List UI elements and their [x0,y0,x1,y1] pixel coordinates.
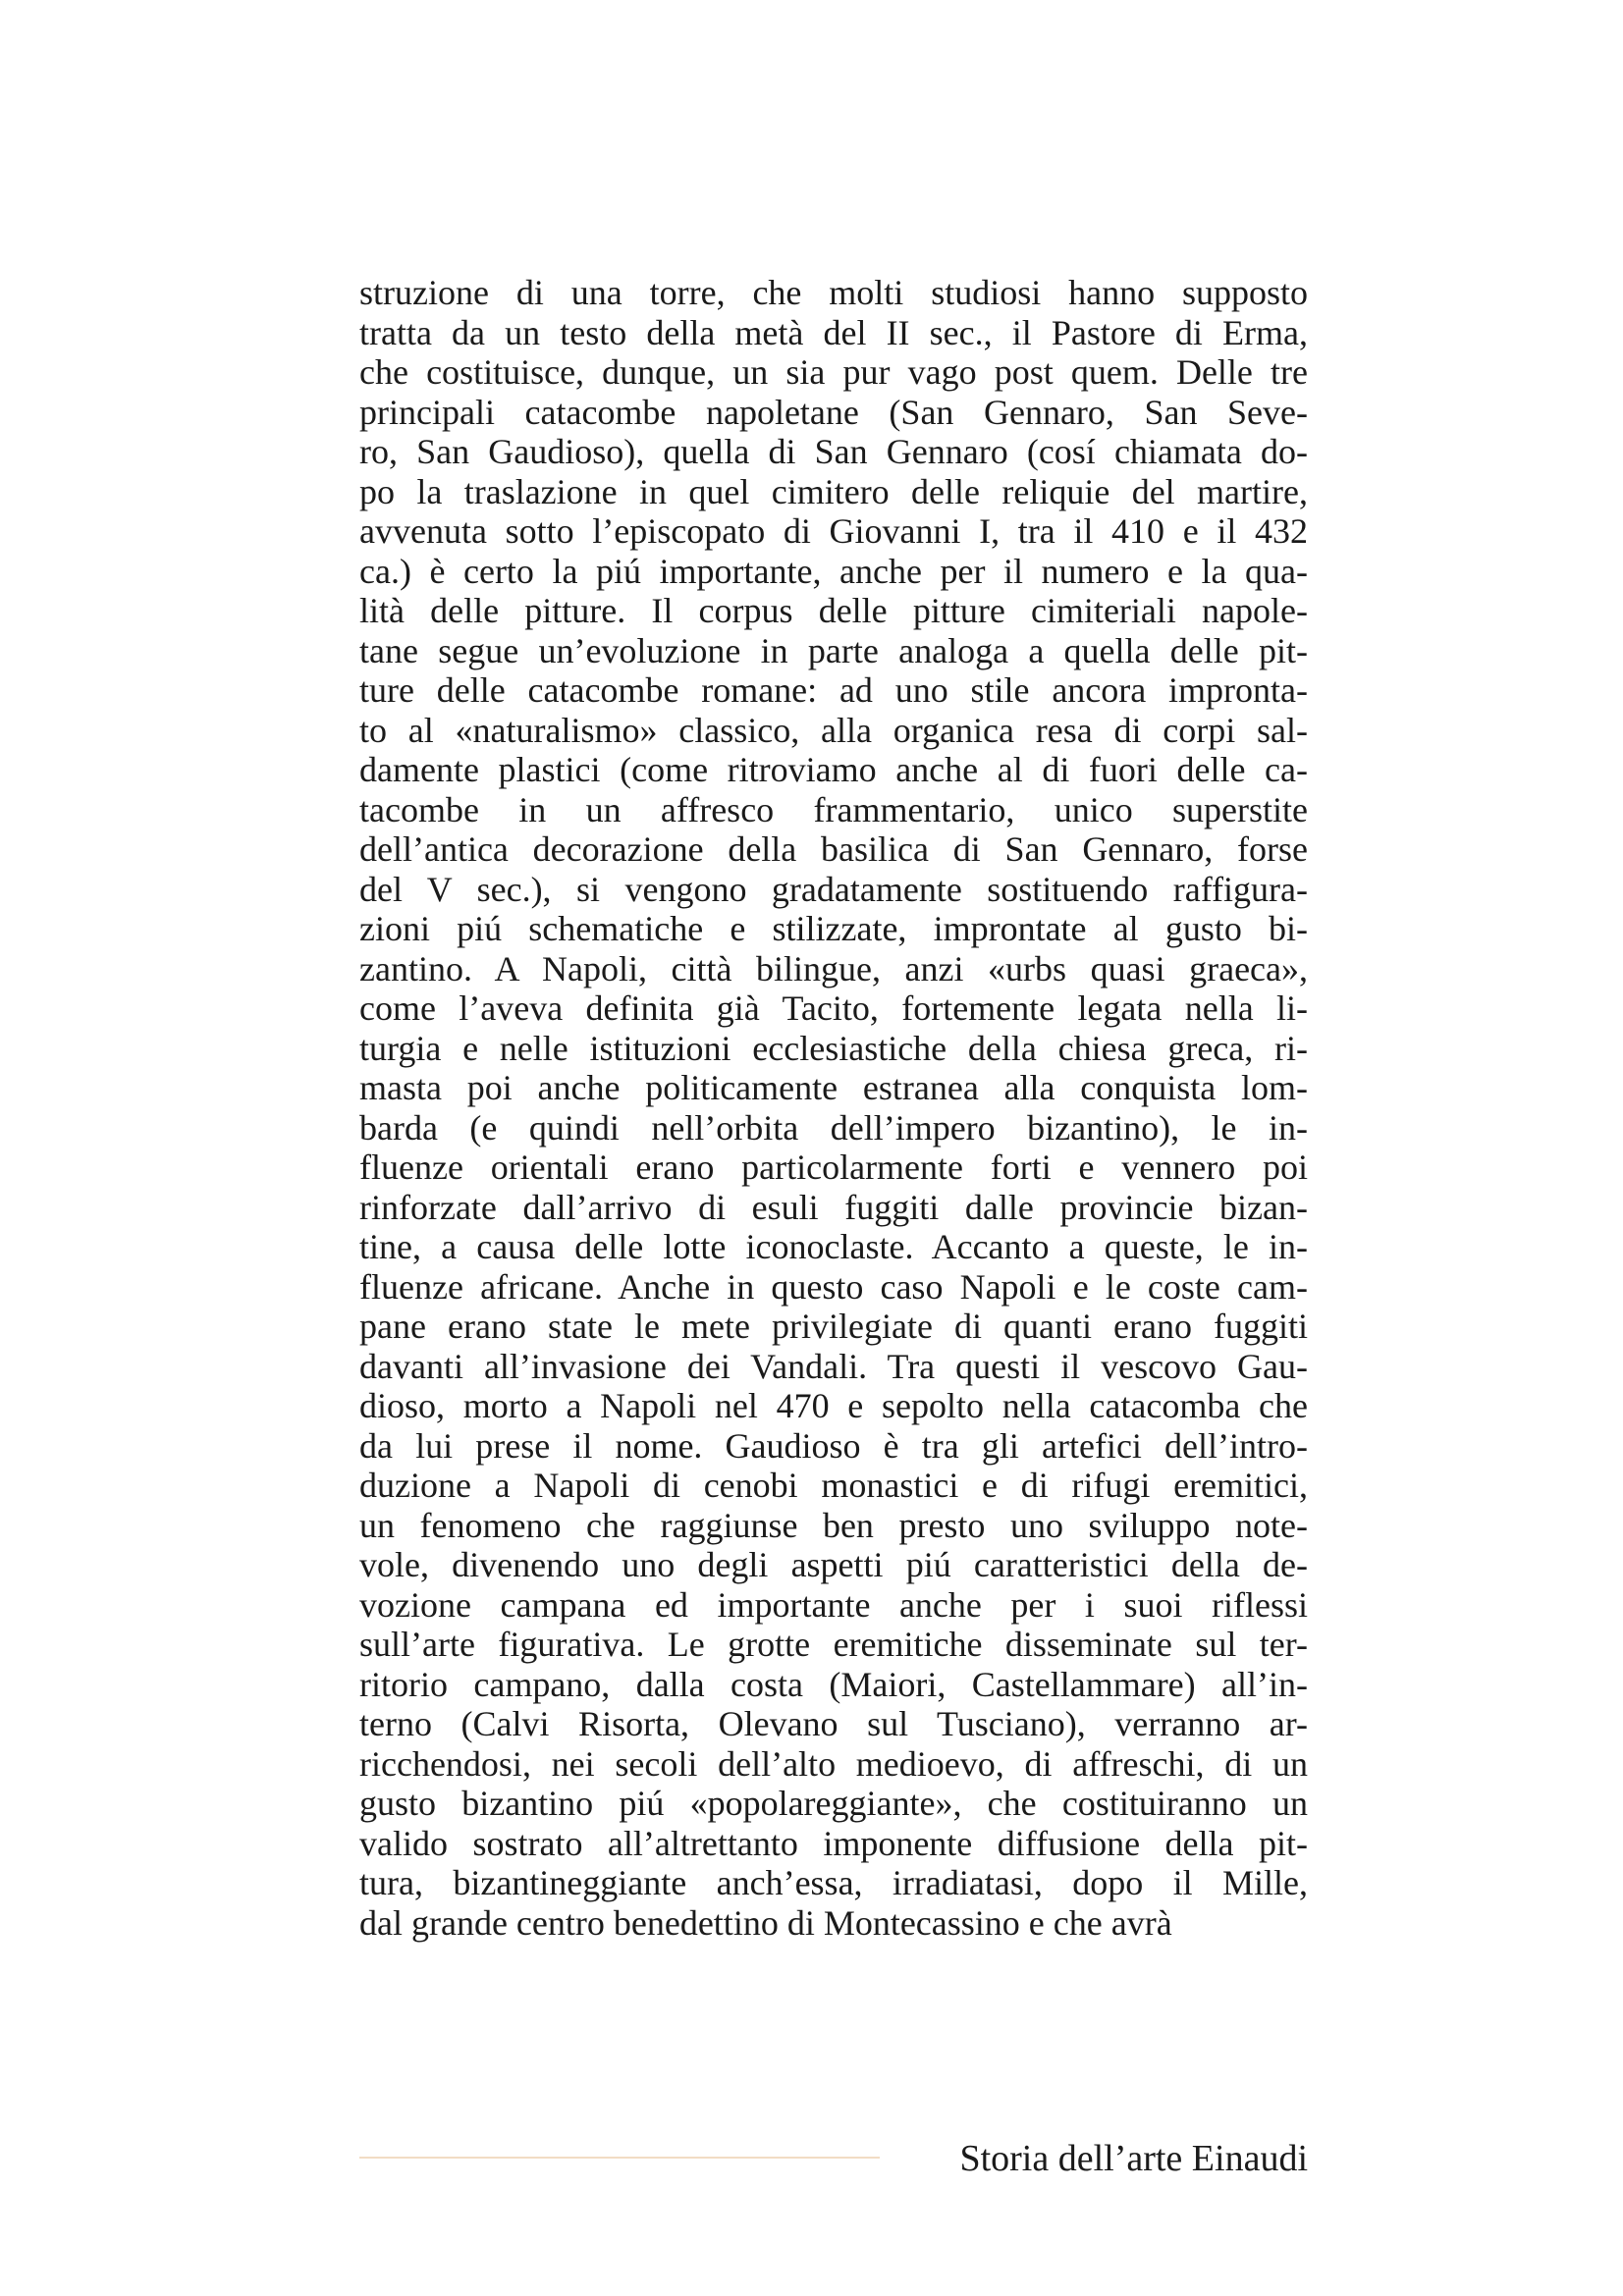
text-line: zantino. A Napoli, città bilingue, anzi «urbs quasi graeca», [359,948,1308,988]
footer-title: Storia dell’arte Einaudi [959,2138,1308,2179]
text-line: ca.) è certo la piú importante, anche per il numero e la qua- [359,551,1308,591]
text-line: davanti all’invasione dei Vandali. Tra questi il vescovo Gau- [359,1346,1308,1386]
footer-rule [359,2157,880,2159]
text-line: come l’aveva definita già Tacito, fortemente legata nella li- [359,988,1308,1028]
body-text [359,273,1308,1943]
text-line: duzione a Napoli di cenobi monastici e di rifugi eremitici, [359,1466,1308,1505]
text-line: un fenomeno che raggiunse ben presto uno sviluppo note- [359,1505,1308,1545]
text-line: turgia e nelle istituzioni ecclesiastiche della chiesa greca, ri- [359,1028,1308,1068]
text-line: po la traslazione in quel cimitero delle reliquie del martire, [359,471,1308,511]
text-line: to al «naturalismo» classico, alla organica resa di corpi sal- [359,710,1308,750]
text-line: lità delle pitture. Il corpus delle pitture cimiteriali napole- [359,591,1308,630]
text-line: ricchendosi, nei secoli dell’alto medioevo, di affreschi, di un [359,1743,1308,1784]
text-line: gusto bizantino piú «popolareggiante», che costituiranno un [359,1784,1308,1823]
text-line: rinforzate dall’arrivo di esuli fuggiti dalle provincie bizan- [359,1187,1308,1227]
text-line: valido sostrato all’altrettanto imponente diffusione della pit- [359,1823,1308,1863]
text-line: vozione campana ed importante anche per i suoi riflessi [359,1584,1308,1625]
text-line: ritorio campano, dalla costa (Maiori, Castellammare) all’in- [359,1664,1308,1704]
text-line: dal grande centro benedettino di Montecassino e che avrà [359,1902,1172,1943]
text-line: del V sec.), si vengono gradatamente sostituendo raffigura- [359,869,1308,909]
text-line: ro, San Gaudioso), quella di San Gennaro (cosí chiamata do- [359,432,1308,471]
text-line: tine, a causa delle lotte iconoclaste. Accanto a queste, le in- [359,1227,1308,1266]
text-line: tacombe in un affresco frammentario, unico superstite [359,789,1308,829]
text-line: vole, divenendo uno degli aspetti piú caratteristici della de- [359,1545,1308,1584]
text-line: ture delle catacombe romane: ad uno stile ancora improntа- [359,670,1308,710]
text-line: tura, bizantineggiante anch’essa, irradiatasi, dopo il Mille, [359,1863,1308,1902]
text-line: pane erano state le mete privilegiate di quanti erano fuggiti [359,1307,1308,1346]
text-line: che costituisce, dunque, un sia pur vago post quem. Delle tre [359,352,1308,392]
text-line: masta poi anche politicamente estranea alla conquista lom- [359,1068,1308,1107]
text-line: fluenze orientali erano particolarmente forti e vennero poi [359,1148,1308,1187]
text-line: dioso, morto a Napoli nel 470 e sepolto nella catacomba che [359,1386,1308,1425]
text-line: terno (Calvi Risorta, Olevano sul Tusciano), verranno ar- [359,1704,1308,1743]
text-line: struzione di una torre, che molti studiosi hanno supposto [359,273,1308,312]
text-line: sull’arte figurativa. Le grotte eremitiche disseminate sul ter- [359,1625,1308,1664]
text-line: tratta da un testo della metà del II sec., il Pastore di Erma, [359,312,1308,352]
text-line: barda (e quindi nell’orbita dell’impero bizantino), le in- [359,1107,1308,1148]
text-line: tane segue un’evoluzione in parte analoga a quella delle pit- [359,630,1308,670]
text-line: dell’antica decorazione della basilica di San Gennaro, forse [359,829,1308,869]
text-line: damente plastici (come ritroviamo anche al di fuori delle ca- [359,750,1308,789]
text-line: principali catacombe napoletane (San Gennaro, San Seve- [359,392,1308,432]
text-line: avvenuta sotto l’episcopato di Giovanni I, tra il 410 e il 432 [359,511,1308,551]
text-line: fluenze africane. Anche in questo caso Napoli e le coste cam- [359,1266,1308,1307]
text-line: da lui prese il nome. Gaudioso è tra gli artefici dell’intro- [359,1425,1308,1466]
text-line: zioni piú schematiche e stilizzate, improntate al gusto bi- [359,909,1308,948]
